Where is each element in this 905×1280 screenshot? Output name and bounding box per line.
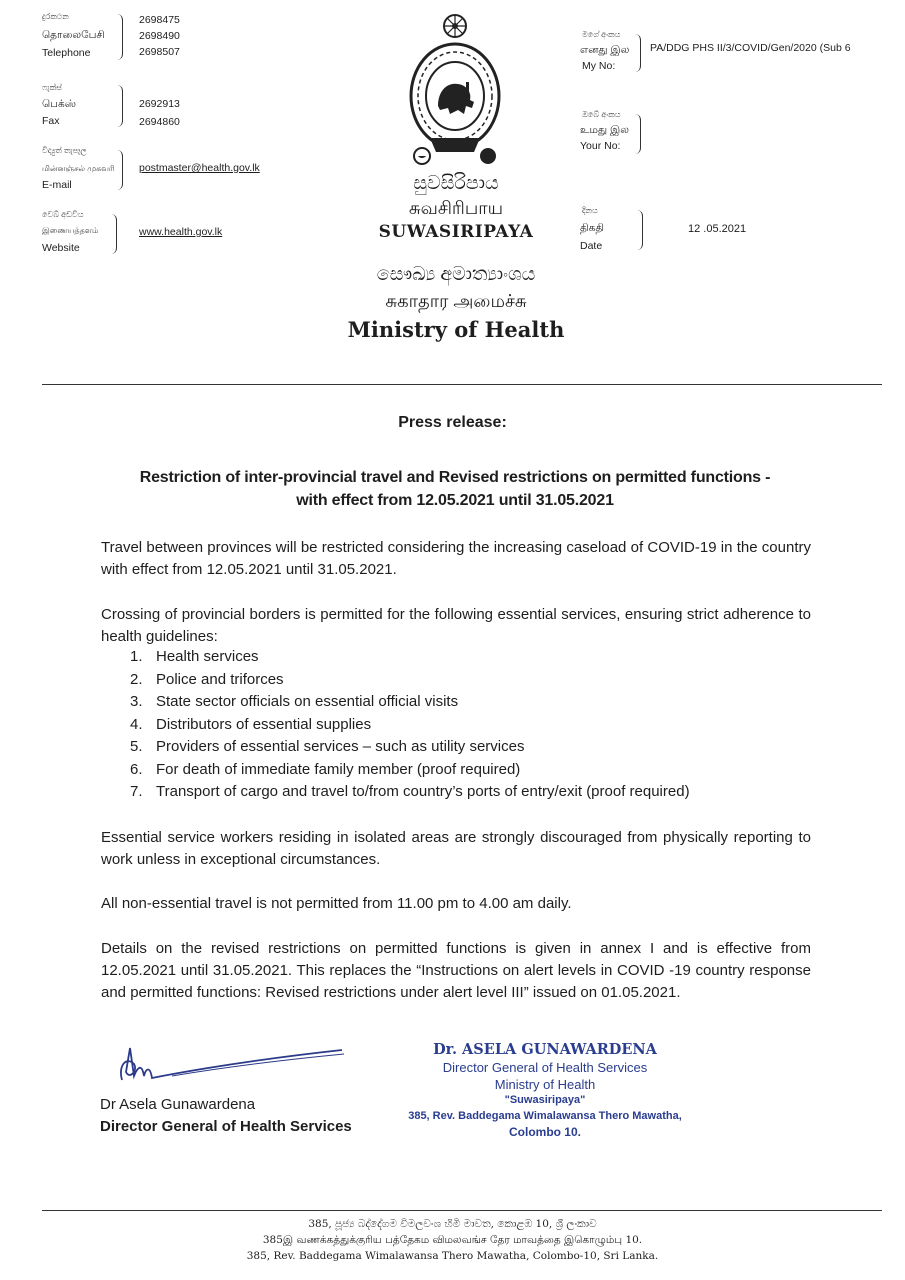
list-item (130, 691, 690, 714)
paragraph-isolated-workers: Essential service workers residing in isolated areas are strongly discouraged from physically reporting to work unless in exceptional circumstances. (101, 829, 811, 868)
list-item (130, 736, 690, 759)
date-value: 12 .05.2021 (688, 223, 747, 235)
your-no-label-si: ඔබේ අංකය (582, 110, 621, 119)
fax-numbers (139, 96, 180, 130)
telephone-label-en: Telephone (42, 47, 91, 59)
my-no-brace (632, 34, 641, 72)
telephone-label-ta: தொலைபேசி (42, 29, 105, 41)
signatory-block (100, 1094, 352, 1138)
fax-brace (114, 85, 123, 127)
paragraph-travel-restriction: Travel between provinces will be restricted considering the increasing caseload of COVID-19 in the country with effect from 12.05.2021 until 31.05.2021. (101, 539, 811, 578)
list-item-text: Distributors of essential supplies (156, 715, 372, 733)
stamp-line4: 385, Rev. Baddegama Wimalawansa Thero Mawatha, (408, 1110, 682, 1122)
list-item-number: 1. (130, 648, 143, 665)
footer-address-en: 385, Rev. Baddegama Wimalawansa Thero Mawatha, Colombo-10, Sri Lanka. (246, 1250, 659, 1262)
essential-services-list (130, 646, 690, 804)
stamp-line3: "Suwasiripaya" (504, 1094, 586, 1106)
telephone-number: 2698475 (139, 14, 180, 26)
list-item-text: Police and triforces (156, 670, 284, 688)
list-item (130, 781, 690, 804)
date-block (580, 206, 840, 254)
sri-lanka-emblem-icon (400, 10, 510, 168)
date-label-si: දිනය (582, 206, 598, 215)
fax-number: 2692913 (139, 98, 180, 110)
list-item-number: 6. (130, 760, 143, 778)
list-item-text: For death of immediate family member (proof required) (156, 760, 521, 778)
fax-label-en: Fax (42, 115, 60, 127)
list-item-number: 3. (130, 693, 143, 710)
my-no-label-si: මගේ අංකය (582, 30, 621, 39)
stamp-name: Dr. ASELA GUNAWARDENA (433, 1041, 657, 1058)
list-item (130, 669, 690, 692)
website-label-en: Website (42, 242, 80, 254)
footer-address-si: 385, පූජ්‍ය බද්දේගම විමලවංශ හිමි මාවත, කොළඹ 10, ශ්‍රී ලංකාව (308, 1218, 597, 1230)
list-item (130, 714, 690, 737)
email-brace (114, 150, 123, 190)
stamp-line2: Ministry of Health (494, 1077, 596, 1092)
fax-block (42, 83, 242, 131)
your-no-brace (632, 114, 641, 154)
ministry-name-block (310, 262, 602, 346)
release-title (40, 466, 870, 512)
email-block (42, 146, 302, 192)
date-label-en: Date (580, 240, 603, 252)
footer-divider (42, 1210, 882, 1211)
signatory-title: Director General of Health Services (100, 1118, 352, 1135)
list-item-number: 4. (130, 715, 143, 733)
building-name-ta: சுவசிரிபாய (408, 198, 504, 218)
my-no-label-en: My No: (582, 60, 616, 72)
your-no-label-en: Your No: (580, 140, 621, 152)
release-title-line2: with effect from 12.05.2021 until 31.05.2021 (296, 492, 614, 509)
building-name-block (330, 172, 582, 244)
date-brace (634, 210, 643, 250)
list-item (130, 646, 690, 669)
telephone-block (42, 12, 242, 64)
email-label-ta: மின்னஞ்சல் முகவரி (42, 164, 115, 173)
ministry-name-en: Ministry of Health (347, 317, 565, 342)
press-release-label: Press release: (398, 414, 507, 431)
telephone-label-si: දුරකථන (42, 12, 69, 21)
signature-icon (112, 1036, 352, 1096)
fax-number: 2694860 (139, 116, 180, 128)
building-name-si: සුවසිරිපාය (413, 173, 499, 194)
email-label-en: E-mail (42, 179, 72, 191)
website-link[interactable]: www.health.gov.lk (139, 226, 223, 238)
ministry-name-si: සෞඛ්‍ය අමාත්‍යාංශය (376, 264, 536, 285)
fax-label-si: ෆැක්ස් (42, 83, 62, 92)
list-item-number: 5. (130, 738, 143, 755)
website-block (42, 210, 302, 256)
ministry-name-ta: சுகாதார அமைச்சு (385, 291, 527, 311)
date-label-ta: திகதி (580, 222, 604, 234)
my-no-block (580, 30, 900, 76)
official-stamp (380, 1040, 710, 1140)
my-no-value: PA/DDG PHS II/3/COVID/Gen/2020 (Sub 6 (650, 42, 851, 54)
website-label-si: වෙබ් අඩවිය (42, 210, 84, 219)
paragraph-revised-restrictions: Details on the revised restrictions on permitted functions is given in annex I and is effective from 12.05.2021 until 31.05.2021. This replaces the “Instructions on alert levels in COVID -19 country response and permitted functions: Revised restrictions under alert level III” issued on 01.05.2021. (101, 940, 811, 1001)
website-label-ta: இணையத்தளம் (42, 226, 99, 235)
list-item-text: Transport of cargo and travel to/from country’s ports of entry/exit (proof required) (156, 783, 690, 800)
building-name-en: SUWASIRIPAYA (378, 222, 534, 242)
stamp-line1: Director General of Health Services (442, 1060, 648, 1075)
list-item-text: State sector officials on essential official visits (156, 693, 459, 710)
list-item-number: 7. (130, 783, 143, 800)
paragraph-night-travel: All non-essential travel is not permitted from 11.00 pm to 4.00 am daily. (101, 895, 572, 912)
telephone-brace (114, 14, 123, 60)
national-emblem (400, 10, 510, 168)
footer-address-ta: 385இ வணக்கத்துக்குரிய பத்தேகம விமலவங்ச தேர மாவத்தை இகொழும்பு 10. (262, 1234, 643, 1246)
signatory-name: Dr Asela Gunawardena (100, 1096, 256, 1113)
your-no-label-ta: உமது இல (580, 124, 629, 136)
telephone-numbers (139, 12, 180, 60)
website-brace (108, 214, 117, 254)
email-link[interactable]: postmaster@health.gov.lk (139, 162, 260, 174)
paragraph-border-crossing: Crossing of provincial borders is permitted for the following essential services, ensuring strict adherence to health guidelines: (101, 606, 811, 645)
my-no-label-ta: எனது இல (580, 44, 630, 56)
header-divider (42, 384, 882, 385)
footer-address (0, 1216, 905, 1264)
email-label-si: විද්‍යුත් තැපෑල (42, 146, 87, 155)
your-no-block (580, 110, 720, 156)
stamp-line5: Colombo 10. (508, 1125, 581, 1139)
list-item-text: Providers of essential services – such as utility services (156, 738, 525, 755)
release-title-line1: Restriction of inter-provincial travel and Revised restrictions on permitted functions - (139, 469, 771, 486)
list-item-number: 2. (130, 670, 143, 688)
fax-label-ta: பெக்ஸ் (42, 98, 76, 110)
telephone-number: 2698507 (139, 46, 180, 58)
telephone-number: 2698490 (139, 30, 180, 42)
list-item-text: Health services (156, 648, 259, 665)
list-item (130, 759, 690, 782)
